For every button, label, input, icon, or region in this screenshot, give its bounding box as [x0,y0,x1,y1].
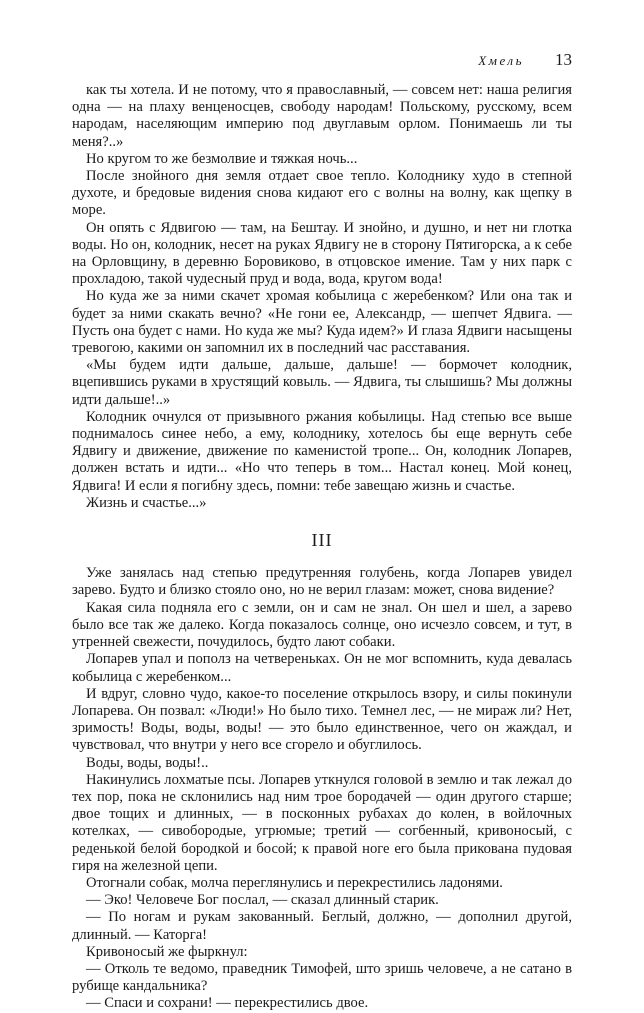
body-text [72,82,572,1013]
paragraph: Лопарев упал и пополз на четвереньках. Он не мог вспомнить, куда девалась кобылица с жеребенком... [72,651,572,685]
page-number: 13 [555,50,572,69]
paragraph: И вдруг, словно чудо, какое-то поселение открылось взору, и силы покинули Лопарева. Он позвал: «Люди!» Но было тихо. Темнел лес, — не мираж ли? Нет, зримость! Воды, воды, воды! — это было единственное, чего он жаждал, и чувствовал, что внутри у него все сгорело и обуглилось. [72,685,572,754]
section-heading: III [311,530,333,551]
paragraph: — Эко! Человече Бог послал, — сказал длинный старик. [86,892,439,909]
paragraph: После знойного дня земля отдает свое тепло. Колоднику худо в степной духоте, и бредовые видения снова кидают его с волны на волну, как щепку в море. [72,168,572,219]
paragraph: Воды, воды, воды!.. [86,754,209,771]
paragraph: Но куда же за ними скачет хромая кобылица с жеребенком? Или она так и будет за ними скакать вечно? «Не гони ее, Александр, — шепчет Ядвига. — Пусть она будет с нами. Но куда же мы? Куда идем?» И глаза Ядвиги насыщены тревогою, какими он запомнил их в последний час расставания. [72,288,572,357]
paragraph: Колодник очнулся от призывного ржания кобылицы. Над степью все выше поднималось синее небо, а ему, колоднику, хотелось бы еще вернуть себе Ядвигу и движение, движение по каменистой тропе... Он, колодник Лопарев, должен встать и идти... «Но что теперь в том... Настал конец. Мой конец, Ядвига! И если я погибну здесь, помни: тебе завещаю жизнь и счастье. [72,408,572,494]
paragraph: Уже занялась над степью предутренняя голубень, когда Лопарев увидел зарево. Будто и близко стояло оно, но не верил глазам: может, снова видение? [72,565,572,599]
paragraph: «Мы будем идти дальше, дальше, дальше! — бормочет колодник, вцепившись руками в хрустящий ковыль. — Ядвига, ты слышишь? Мы должны идти дальше!..» [72,357,572,408]
paragraph: Жизнь и счастье...» [86,494,207,511]
paragraph: Он опять с Ядвигою — там, на Бештау. И знойно, и душно, и нет ни глотка воды. Но он, колодник, несет на руках Ядвигу не в сторону Пятигорска, а к себе на Орловщину, в деревню Боровиково, в отцовское имение. Там у них парк с прохладою, такой чудесный пруд и вода, вода, кругом вода! [72,219,572,288]
paragraph: Но кругом то же безмолвие и тяжкая ночь... [86,150,358,167]
paragraph: — По ногам и рукам закованный. Беглый, должно, — дополнил другой, длинный. — Каторга! [72,909,572,943]
paragraph: Отогнали собак, молча переглянулись и перекрестились ладонями. [86,874,503,891]
paragraph: Накинулись лохматые псы. Лопарев уткнулся головой в землю и так лежал до тех пор, пока не склонились над ним трое бородачей — один другого старше; двое тощих и длинных, — в посконных рубахах до колен, в войлочных котелках, — сивобородые, угрюмые; третий — согбенный, кривоносый, с реденькой белой бородкой и босой; к правой ноге его была прикована пудовая гиря на железной цепи. [72,771,572,874]
paragraph: — Спаси и сохрани! — перекрестились двое. [86,995,369,1012]
running-title: Хмель [478,53,524,68]
paragraph: как ты хотела. И не потому, что я православный, — совсем нет: наша религия одна — на плаху венценосцев, свободу народам! Польскому, русскому, всем народам, населяющим империю под двуглавым орлом. Понимаешь ли ты меня?..» [72,82,572,150]
running-header [72,50,572,74]
paragraph: Кривоносый же фыркнул: [86,943,248,960]
paragraph: — Отколь те ведомо, праведник Тимофей, што зришь человече, а не сатано в рубище кандальника? [72,960,572,995]
paragraph: Какая сила подняла его с земли, он и сам не знал. Он шел и шел, а зарево было все так же далеко. Когда показалось солнце, оно исчезло совсем, и тут, в утренней свежести, почудилось, будто лают собаки. [72,599,572,651]
